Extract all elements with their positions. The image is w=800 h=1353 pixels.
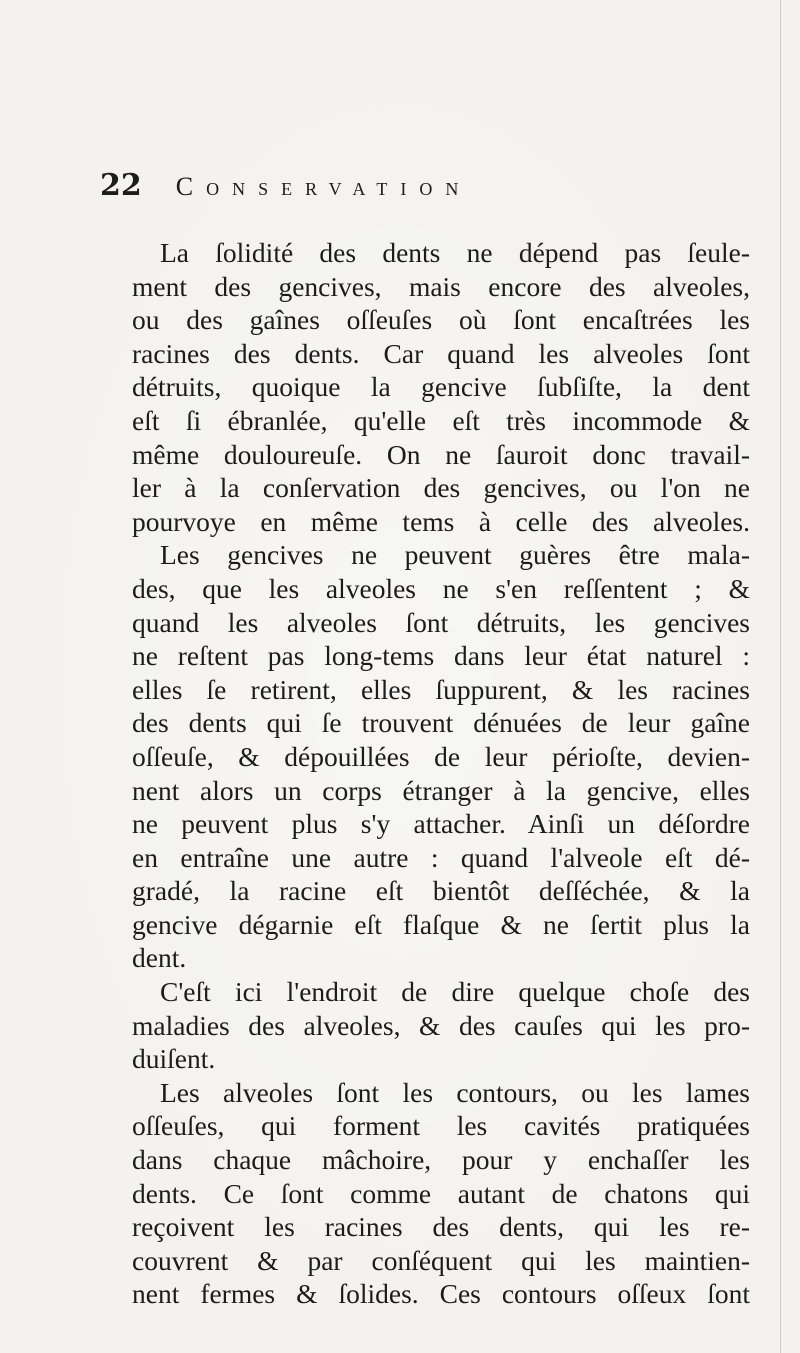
text-line: oſſeuſe, & dépouillées de leur périoſte, devien- bbox=[132, 740, 750, 772]
text-line: ment des gencives, mais encore des alveoles, bbox=[132, 270, 750, 302]
text-line: dents. Ce ſont comme autant de chatons qui bbox=[132, 1177, 750, 1209]
text-line: eſt ſi ébranlée, qu'elle eſt très incommode & bbox=[132, 404, 750, 436]
text-line: des, que les alveoles ne s'en reſſentent ; & bbox=[132, 572, 750, 604]
text-line: ler à la conſervation des gencives, ou l'on ne bbox=[132, 472, 750, 504]
text-line: racines des dents. Car quand les alveoles ſont bbox=[132, 337, 750, 369]
text-line: ne peuvent plus s'y attacher. Ainſi un déſordre bbox=[132, 808, 750, 840]
text-line: des dents qui ſe trouvent dénuées de leur gaîne bbox=[132, 707, 750, 739]
text-line: Les alveoles ſont les contours, ou les lames bbox=[160, 1076, 750, 1108]
text-line: dans chaque mâchoire, pour y enchaſſer les bbox=[132, 1144, 750, 1176]
text-line: La ſolidité des dents ne dépend pas ſeule- bbox=[160, 237, 750, 268]
text-line: maladies des alveoles, & des cauſes qui les pro- bbox=[132, 1009, 750, 1041]
page-number: 22 bbox=[100, 168, 142, 203]
text-line: détruits, quoique la gencive ſubſiſte, la dent bbox=[132, 371, 750, 403]
text-line: nent fermes & ſolides. Ces contours oſſeux ſont bbox=[132, 1278, 750, 1310]
text-line: en entraîne une autre : quand l'alveole eſt dé- bbox=[132, 841, 750, 873]
paragraph-3 bbox=[104, 975, 750, 1076]
text-line: nent alors un corps étranger à la gencive, elles bbox=[132, 774, 750, 806]
page-header bbox=[100, 168, 760, 216]
paragraph-1 bbox=[104, 236, 750, 538]
text-line: même douloureuſe. On ne ſauroit donc travail- bbox=[132, 438, 750, 470]
paragraph-2 bbox=[104, 538, 750, 975]
text-line: dent. bbox=[132, 942, 187, 974]
running-head: Conservation bbox=[175, 172, 472, 201]
text-line: C'eſt ici l'endroit de dire quelque choſe des bbox=[160, 976, 750, 1008]
page-edge-shadow bbox=[780, 0, 781, 1353]
text-line: gradé, la racine eſt bientôt deſſéchée, & la bbox=[132, 875, 750, 907]
text-line: gencive dégarnie eſt flaſque & ne ſertit plus la bbox=[132, 908, 750, 940]
text-line: couvrent & par conſéquent qui les maintien- bbox=[132, 1244, 750, 1276]
body-text bbox=[104, 236, 750, 1311]
text-line: ou des gaînes oſſeuſes où ſont encaſtrées les bbox=[132, 304, 750, 336]
paragraph-4 bbox=[104, 1076, 750, 1311]
text-line: elles ſe retirent, elles ſuppurent, & les racines bbox=[132, 673, 750, 705]
text-line: reçoivent les racines des dents, qui les re- bbox=[132, 1211, 750, 1243]
text-line: Les gencives ne peuvent guères être mala- bbox=[160, 539, 750, 571]
text-line: ne reſtent pas long-tems dans leur état naturel : bbox=[132, 640, 750, 672]
text-line: quand les alveoles ſont détruits, les gencives bbox=[132, 606, 750, 638]
text-line: duiſent. bbox=[132, 1043, 216, 1075]
text-line: oſſeuſes, qui forment les cavités pratiquées bbox=[132, 1110, 750, 1142]
text-line: pourvoye en même tems à celle des alveoles. bbox=[132, 505, 750, 537]
